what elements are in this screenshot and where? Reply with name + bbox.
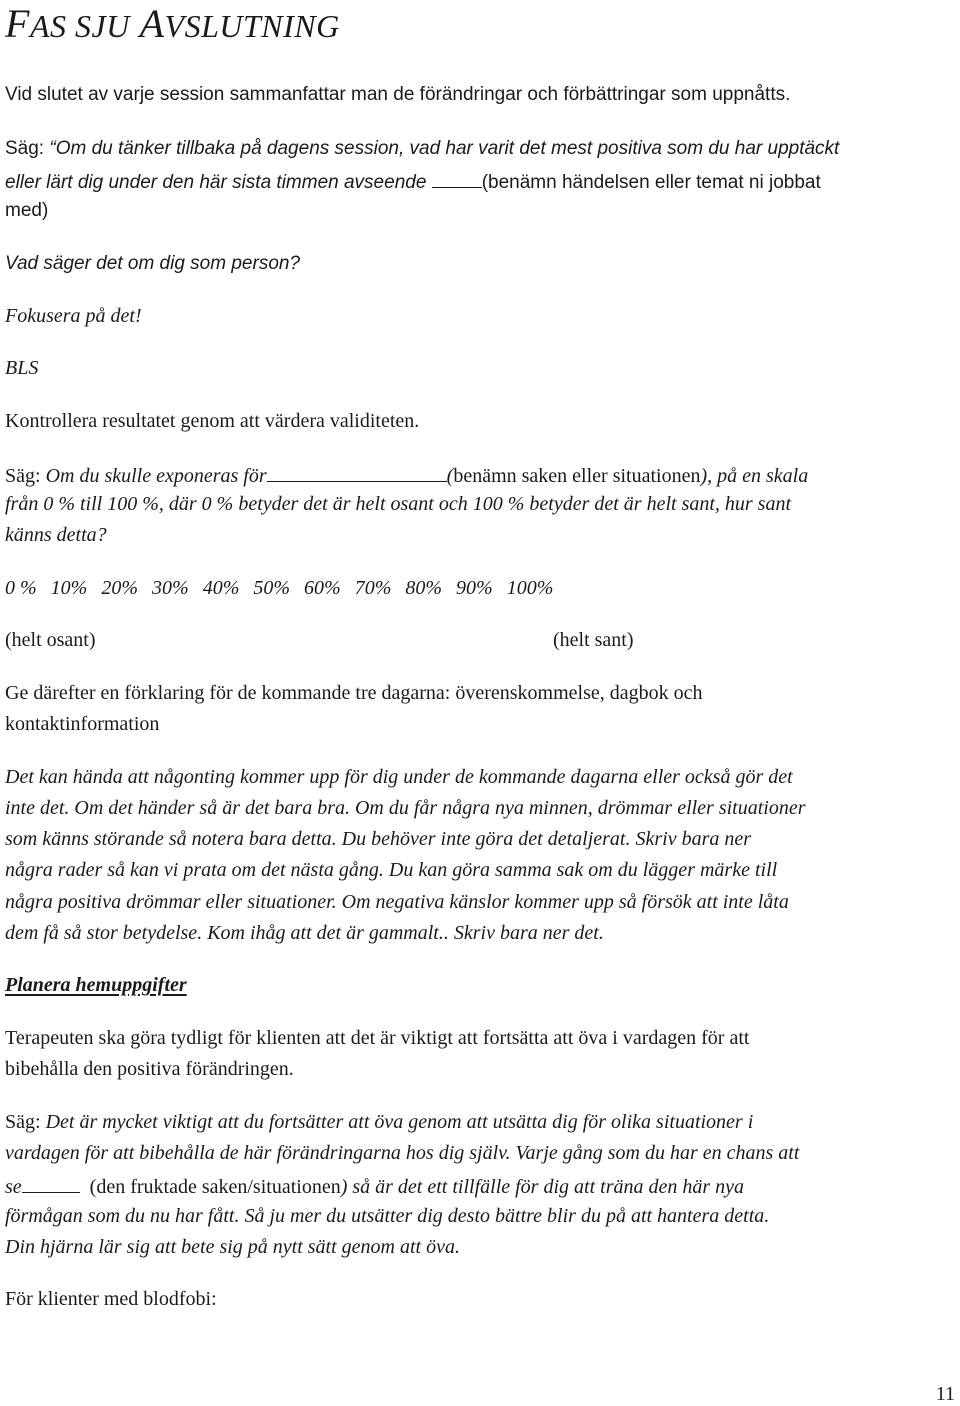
question-1-line-1 [5, 138, 839, 160]
question-2: Vad säger det om dig som person? [5, 253, 301, 274]
question-1-line-2 [5, 169, 821, 194]
q1-line-3: med) [5, 200, 49, 221]
explain-line-1: Ge därefter en förklaring för de kommande tre dagarna: överenskommelse, dagbok och [5, 682, 703, 704]
title-cap-2: A [139, 1, 165, 46]
paragraph-line: som känns störande så notera bara detta. Du behöver inte göra det detaljerat. Skriv bara ner [5, 828, 752, 850]
title-rest-1: AS SJU [29, 8, 130, 44]
question-3-line-1 [5, 462, 808, 488]
bls-text: BLS [5, 357, 39, 379]
title-cap-1: F [5, 1, 30, 46]
q4-line-3-c: ) så är det ett tillfälle för dig att träna den här nya [340, 1176, 745, 1198]
q3-open-paren: ( [446, 465, 454, 487]
q4-line-2: vardagen för att bibehålla de här förändringarna hos dig själv. Varje gång som du har en chans att [5, 1142, 800, 1164]
q1-italic-a: Om du tänker tillbaka på dagens session, vad har varit det mest positiva som du har upptäckt [55, 138, 840, 159]
page-number: 11 [935, 1383, 955, 1405]
scale-100: 100% [506, 577, 554, 599]
scale-0: 0 % [5, 577, 37, 599]
scale-70: 70% [354, 577, 392, 599]
paragraph-line: dem få så stor betydelse. Kom ihåg att det är gammalt.. Skriv bara ner det. [5, 922, 604, 944]
q4-blank-line [22, 1173, 80, 1193]
scale-30: 30% [152, 577, 189, 599]
check-text: Kontrollera resultatet genom att värdera validiteten. [5, 410, 420, 432]
scale-40: 40% [202, 577, 240, 599]
q4-line-4: förmågan som du nu har fått. Så ju mer du utsätter dig desto bättre blir du på att hantera detta. [5, 1205, 770, 1227]
q4-prefix: Säg: [5, 1111, 46, 1133]
page-title [5, 0, 340, 47]
q1-prefix: Säg: [5, 138, 50, 159]
title-rest-2: VSLUTNING [164, 8, 340, 44]
q1-italic-b: eller lärt dig under den här sista timmen avseende [5, 172, 427, 194]
q3-normal-b: benämn saken eller situationen [453, 465, 701, 487]
scale-high-label: (helt sant) [553, 629, 634, 651]
scale-10: 10% [50, 577, 88, 599]
scale-80: 80% [405, 577, 443, 599]
q1-blank-line [432, 169, 482, 188]
therapist-line-1: Terapeuten ska göra tydligt för klienten att det är viktigt att fortsätta att öva i vardagen för att [5, 1027, 750, 1049]
q1-after-blank: (benämn händelsen eller temat ni jobbat [481, 172, 821, 194]
q4-line-3-a: se [5, 1176, 22, 1198]
q1-quote-mark: “ [49, 138, 56, 159]
scale-90: 90% [456, 577, 493, 599]
q4-line-5: Din hjärna lär sig att bete sig på nytt sätt genom att öva. [5, 1236, 460, 1258]
explain-line-2: kontaktinformation [5, 713, 160, 735]
q3-italic-a: Om du skulle exponeras för [45, 465, 267, 487]
blood-phobia-text: För klienter med blodfobi: [5, 1288, 217, 1310]
scale-20: 20% [101, 577, 139, 599]
q3-line-3: känns detta? [5, 524, 107, 546]
paragraph-line: några rader så kan vi prata om det nästa gång. Du kan göra samma sak om du lägger märke till [5, 859, 778, 881]
q3-blank-line [267, 462, 447, 482]
q3-italic-c: ), på en skala [700, 465, 809, 487]
q4-line-1-text: Det är mycket viktigt att du fortsätter att öva genom att utsätta dig för olika situationer i [45, 1111, 754, 1133]
scale-50: 50% [253, 577, 291, 599]
scale-low-label: (helt osant) [5, 629, 96, 651]
paragraph-line: några positiva drömmar eller situationer. Om negativa känslor kommer upp så försök att inte låta [5, 891, 789, 913]
paragraph-line: inte det. Om det händer så är det bara bra. Om du får några nya minnen, drömmar eller situationer [5, 797, 806, 819]
question-4-line-3 [5, 1173, 744, 1199]
scale-60: 60% [304, 577, 341, 599]
intro-text: Vid slutet av varje session sammanfattar man de förändringar och förbättringar som uppnåtts. [5, 84, 791, 105]
section-heading: Planera hemuppgifter [5, 974, 187, 996]
question-4-line-1 [5, 1111, 753, 1134]
therapist-line-2: bibehålla den positiva förändringen. [5, 1058, 294, 1080]
q3-line-2: från 0 % till 100 %, där 0 % betyder det är helt osant och 100 % betyder det är helt sant, hur sant [5, 493, 792, 515]
focus-text: Fokusera på det! [5, 305, 142, 327]
q4-line-3-b: (den fruktade saken/situationen [89, 1176, 341, 1198]
q3-prefix: Säg: [5, 465, 46, 487]
paragraph-line: Det kan hända att någonting kommer upp för dig under de kommande dagarna eller också gör det [5, 766, 793, 788]
percentage-scale [5, 577, 567, 600]
